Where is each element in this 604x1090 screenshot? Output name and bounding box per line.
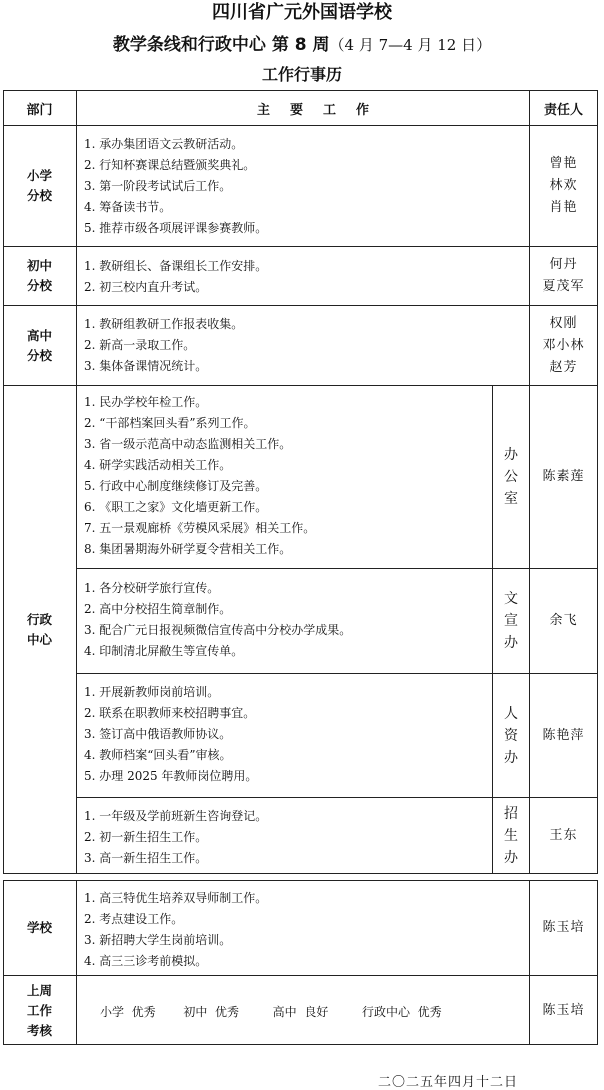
list-item: 8. 集团暑期海外研学夏令营相关工作。 xyxy=(84,542,292,556)
list-item: 2. 考点建设工作。 xyxy=(84,912,184,926)
list-item: 3. 新招聘大学生岗前培训。 xyxy=(84,933,232,947)
dept-admin: 行政 中心 xyxy=(26,612,52,647)
header-responsible: 责任人 xyxy=(543,102,583,118)
list-item: 4. 筹备读书节。 xyxy=(84,200,172,214)
dept-senior: 高中 分校 xyxy=(26,327,52,363)
school-responsible: 陈玉培 xyxy=(542,920,585,935)
week-label: 教学条线和行政中心 第 8 周 xyxy=(112,35,330,55)
dept-junior: 初中 分校 xyxy=(26,258,52,293)
list-item: 1. 教研组长、备课组长工作安排。 xyxy=(84,259,268,273)
dept-primary: 小学 分校 xyxy=(26,168,52,203)
office-label-admissions: 招 生 办 xyxy=(504,806,518,866)
list-item: 5. 推荐市级各项展评课参赛教师。 xyxy=(84,221,268,235)
list-item: 3. 集体备课情况统计。 xyxy=(84,359,208,373)
list-item: 3. 省一级示范高中动态监测相关工作。 xyxy=(84,437,292,451)
list-item: 1. 一年级及学前班新生咨询登记。 xyxy=(84,809,268,823)
dept-review: 上周 工作 考核 xyxy=(26,982,52,1038)
dept-school: 学校 xyxy=(26,920,52,935)
office-responsible: 陈素莲 xyxy=(542,469,585,484)
date-range: （4 月 7—4 月 12 日） xyxy=(329,36,492,54)
hr-tasks xyxy=(84,682,257,787)
admissions-tasks xyxy=(84,806,267,869)
junior-responsible: 何丹 夏茂军 xyxy=(542,257,585,294)
review-responsible: 陈玉培 xyxy=(542,1002,585,1018)
list-item: 2. 初一新生招生工作。 xyxy=(84,830,208,844)
office-tasks xyxy=(84,392,315,560)
list-item: 3. 签订高中俄语教师协议。 xyxy=(84,727,232,741)
footer-date: 二〇二五年四月十二日 xyxy=(378,1075,519,1090)
junior-tasks xyxy=(84,256,267,298)
list-item: 1. 开展新教师岗前培训。 xyxy=(84,685,220,699)
office-label-hr: 人 资 办 xyxy=(504,705,518,766)
list-item: 5. 行政中心制度继续修订及完善。 xyxy=(84,479,268,493)
header-main-work: 主要工作 xyxy=(256,102,389,118)
school-name: 四川省广元外国语学校 xyxy=(212,2,392,23)
office-label-publicity: 文 宣 办 xyxy=(504,591,518,651)
list-item: 5. 办理 2025 年教师岗位聘用。 xyxy=(84,769,258,783)
rating-senior: 高中 良好 xyxy=(272,1005,329,1019)
list-item: 1. 各分校研学旅行宣传。 xyxy=(84,581,220,595)
office-label-general: 办 公 室 xyxy=(504,447,518,507)
primary-responsible: 曾艳 林欢 肖艳 xyxy=(549,156,578,215)
senior-responsible: 权刚 邓小林 赵芳 xyxy=(542,315,585,375)
list-item: 4. 教师档案“回头看”审核。 xyxy=(84,748,232,762)
document-title: 工作行事历 xyxy=(261,65,342,84)
list-item: 7. 五一景观廊桥《劳模风采展》相关工作。 xyxy=(84,521,316,535)
document-subtitle xyxy=(0,34,604,56)
list-item: 3. 配合广元日报视频微信宣传高中分校办学成果。 xyxy=(84,623,352,637)
primary-tasks xyxy=(84,134,267,239)
rating-junior: 初中 优秀 xyxy=(183,1005,239,1019)
list-item: 1. 民办学校年检工作。 xyxy=(84,395,208,409)
list-item: 2. 高中分校招生简章制作。 xyxy=(84,602,232,616)
rating-primary: 小学 优秀 xyxy=(100,1005,156,1019)
header-dept: 部门 xyxy=(26,102,53,118)
rating-admin: 行政中心 优秀 xyxy=(361,1005,442,1019)
publicity-tasks xyxy=(84,578,351,662)
list-item: 4. 研学实践活动相关工作。 xyxy=(84,458,232,472)
list-item: 3. 高一新生招生工作。 xyxy=(84,851,208,865)
list-item: 2. 初三校内直升考试。 xyxy=(84,280,208,294)
list-item: 4. 印制清北屏敝生等宣传单。 xyxy=(84,644,244,658)
list-item: 1. 高三特优生培养双导师制工作。 xyxy=(84,891,268,905)
list-item: 2. 新高一录取工作。 xyxy=(84,338,196,352)
list-item: 1. 教研组教研工作报表收集。 xyxy=(84,317,244,331)
list-item: 1. 承办集团语文云教研活动。 xyxy=(84,137,244,151)
list-item: 3. 第一阶段考试试后工作。 xyxy=(84,179,232,193)
review-ratings xyxy=(100,1003,442,1021)
list-item: 4. 高三三诊考前模拟。 xyxy=(84,954,208,968)
hr-responsible: 陈艳萍 xyxy=(542,727,585,743)
publicity-responsible: 余飞 xyxy=(549,613,578,628)
list-item: 2. “干部档案回头看”系列工作。 xyxy=(84,416,256,430)
list-item: 2. 行知杯赛课总结暨颁奖典礼。 xyxy=(84,158,256,172)
list-item: 2. 联系在职教师来校招聘事宜。 xyxy=(84,706,256,720)
admissions-responsible: 王东 xyxy=(549,828,578,843)
school-tasks xyxy=(84,888,267,972)
list-item: 6. 《职工之家》文化墙更新工作。 xyxy=(84,500,268,514)
senior-tasks xyxy=(84,314,243,377)
